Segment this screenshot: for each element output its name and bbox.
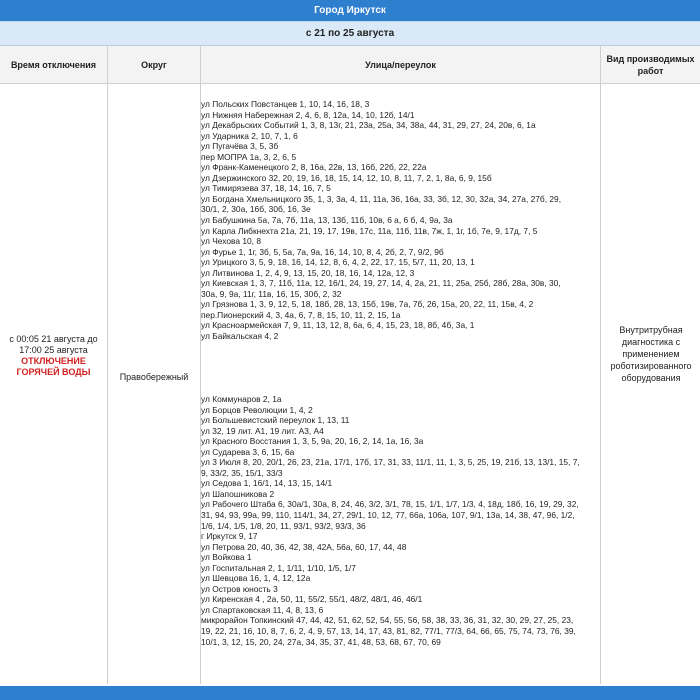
street-entry: ул Большевистский переулок 1, 13, 11 [201, 415, 350, 426]
column-header-row [0, 46, 700, 84]
street-entry: ул Урицкого 3, 5, 9, 18, 16, 14, 12, 8, 6, 4, 2, 22, 17, 15, 5/7, 11, 20, 13, 1 [201, 257, 475, 268]
column-header-time: Время отключения [0, 46, 108, 83]
street-entry: пер МОПРА 1а, 3, 2, 6, 5 [201, 151, 297, 162]
work-type-cell [602, 324, 700, 384]
street-entry: 30а, 9, 9а, 11г, 11в, 16, 15, 30б, 2, 32 [201, 288, 342, 299]
street-entry: ул Литвинова 1, 2, 4, 9, 13, 15, 20, 18, 16, 14, 12а, 12, 3 [201, 267, 415, 278]
street-entry: ул Борцов Революции 1, 4, 2 [201, 404, 313, 415]
street-entry: ул Седова 1, 16/1, 14, 13, 15, 14/1 [201, 478, 333, 489]
street-entry: ул Киренская 4 , 2а, 50, 11, 55/2, 55/1, 48/2, 48/1, 46, 46/1 [201, 594, 423, 605]
street-entry: ул Декабрьских Событий 1, 3, 8, 13г, 21, 23а, 25а, 34, 38а, 44, 31, 29, 27, 24, 20в, 6, 1а [201, 120, 536, 131]
street-entry: 31, 94, 93, 99а, 99, 110, 114/1, 34, 27, 29/1, 10, 12, 77, 66а, 106а, 107, 9/1, 13а, 14, 38, 47, 96, 1/2, [201, 510, 575, 521]
outage-time-cell [0, 334, 107, 378]
street-entry: ул Спартаковская 11, 4, 8, 13, 6 [201, 604, 324, 615]
footer-bar [0, 686, 700, 700]
street-entry: ул Коммунаров 2, 1а [201, 394, 282, 404]
street-entry: 9, 33/2, 35, 15/1, 33/3 [201, 467, 283, 478]
street-entry: ул Рабочего Штаба 6, 30а/1, 30а, 8, 24, 46, 3/2, 3/1, 78, 15, 1/1, 1/7, 1/3, 4, 18д, 18б, 16, 19, 29, 32, [201, 499, 579, 510]
street-entry: ул Госпитальная 2, 1, 1/11, 1/10, 1/5, 1/7 [201, 562, 356, 573]
street-entry: ул Польских Повстанцев 1, 10, 14, 16, 18, 3 [201, 99, 370, 109]
work-line: диагностика с [621, 337, 681, 347]
street-entry: ул Грязнова 1, 3, 9, 12, 5, 18, 18б, 28, 13, 15б, 19в, 7а, 7б, 26, 15а, 20, 22, 11, 15в, 4, 2 [201, 299, 534, 310]
street-entry: ул Тимирязева 37, 18, 14, 16, 7, 5 [201, 183, 331, 194]
street-entry: ул Карла Либкнехта 21а, 21, 19, 17, 19в, 17с, 11а, 11б, 11в, 7ж, 1, 1г, 1б, 7е, 9, 17д, 7, 5 [201, 225, 538, 236]
street-list [201, 99, 599, 342]
street-entry: ул Франк-Каменецкого 2, 8, 16а, 22в, 13, 16б, 22б, 22, 22а [201, 162, 427, 173]
work-line: роботизированного [610, 361, 692, 371]
street-entry: г Иркутск 9, 17 [201, 531, 258, 542]
time-start: с 00:05 21 августа до [9, 334, 98, 344]
street-entry: ул Красного Восстания 1, 3, 5, 9а, 20, 16, 2, 14, 1а, 16, 3а [201, 436, 424, 447]
street-entry: ул Ударника 2, 10, 7, 1, 6 [201, 130, 298, 141]
street-entry: ул Бабушкина 5а, 7а, 7б, 11а, 13, 13б, 11б, 10в, 6 а, 6 б, 4, 9а, 3а [201, 215, 453, 226]
street-entry: ул Шевцова 16, 1, 4, 12, 12а [201, 573, 311, 584]
street-list [201, 394, 599, 647]
work-line: применением [622, 349, 680, 359]
column-header-work: Вид производимых работ [606, 53, 695, 76]
street-entry: ул Петрова 20, 40, 36, 42, 38, 42А, 56а, 60, 17, 44, 48 [201, 541, 407, 552]
street-entry: пер.Пионерский 4, 3, 4а, 6, 7, 8, 15, 10, 11, 2, 15, 1а [201, 309, 401, 320]
street-entry: ул Войкова 1 [201, 552, 252, 563]
street-entry: ул Красноармейская 7, 9, 11, 13, 12, 8, 6а, 6, 4, 15, 23, 18, 8б, 4б, 3а, 1 [201, 320, 475, 331]
street-entry: 10/1, 3, 12, 15, 20, 24, 27а, 34, 35, 37, 41, 48, 53, 68, 67, 70, 69 [201, 636, 441, 647]
okrug-cell: Правобережный [119, 372, 189, 382]
alert-label: ОТКЛЮЧЕНИЕ [21, 356, 86, 366]
street-entry: ул Богдана Хмельницкого 35, 1, 3, 3а, 4, 11, 11а, 36, 16а, 33, 3б, 12, 30, 32а, 34, 27а, 27б, 29, [201, 193, 562, 204]
street-entry: ул Байкальская 4, 2 [201, 331, 279, 342]
street-entry: микрорайон Топкинский 47, 44, 42, 51, 62, 52, 54, 55, 56, 58, 38, 33, 36, 31, 32, 30, 29, 27, 25, 23, [201, 615, 574, 626]
street-entry: 30/1, 2, 30а, 16б, 30б, 16, 3е [201, 204, 311, 215]
street-entry: ул Шапошникова 2 [201, 488, 275, 499]
city-title: Город Иркутск [0, 0, 700, 22]
street-entry: ул Сударева 3, 6, 15, 6а [201, 446, 295, 457]
column-header-okrug: Округ [108, 46, 201, 83]
street-entry: ул Фурье 1, 1г, 3б, 5, 5а, 7а, 9а, 16, 14, 10, 8, 4, 2б, 2, 7, 9/2, 9б [201, 246, 444, 257]
street-entry: ул 32, 19 лит. А1, 19 лит. А3, А4 [201, 425, 324, 436]
street-entry: ул Нижняя Набережная 2, 4, 6, 8, 12а, 14, 10, 12б, 14/1 [201, 109, 415, 120]
street-entry: ул Чехова 10, 8 [201, 236, 261, 247]
street-entry: ул Киевская 1, 3, 7, 11б, 11а, 12, 16/1, 24, 19, 27, 14, 4, 2а, 21, 11, 25а, 25б, 28б, 28а, 30в, 30, [201, 278, 561, 289]
column-header-street: Улица/переулок [201, 46, 601, 83]
street-entry: ул Дзержинского 32, 20, 19, 16, 18, 15, 14, 12, 10, 8, 11, 7, 2, 1, 8а, 6, 9, 15б [201, 172, 492, 183]
alert-label: ГОРЯЧЕЙ ВОДЫ [16, 367, 91, 377]
table-row [0, 84, 700, 684]
street-entry: ул 3 Июля 8, 20, 20/1, 26, 23, 21а, 17/1, 17б, 17, 31, 33, 11/1, 11, 1, 3, 5, 25, 19, 21б, 13, 13/1, 15, 7, [201, 457, 580, 468]
time-end: 17:00 25 августа [19, 345, 88, 355]
work-line: Внутритрубная [619, 325, 683, 335]
work-line: оборудования [621, 373, 681, 383]
street-entry: ул Остров юность 3 [201, 583, 278, 594]
street-entry: 1/6, 1/4, 1/5, 1/8, 20, 11, 93/1, 93/2, 93/3, 36 [201, 520, 366, 531]
street-entry: 19, 22, 21, 16, 10, 8, 7, 6, 2, 4, 9, 57, 13, 14, 17, 43, 81, 82, 77/1, 77/3, 64, 66, 65, 75, 74, 73, 76, 39, [201, 626, 576, 637]
date-range: с 21 по 25 августа [0, 22, 700, 46]
street-entry: ул Пугачёва 3, 5, 3б [201, 141, 279, 152]
